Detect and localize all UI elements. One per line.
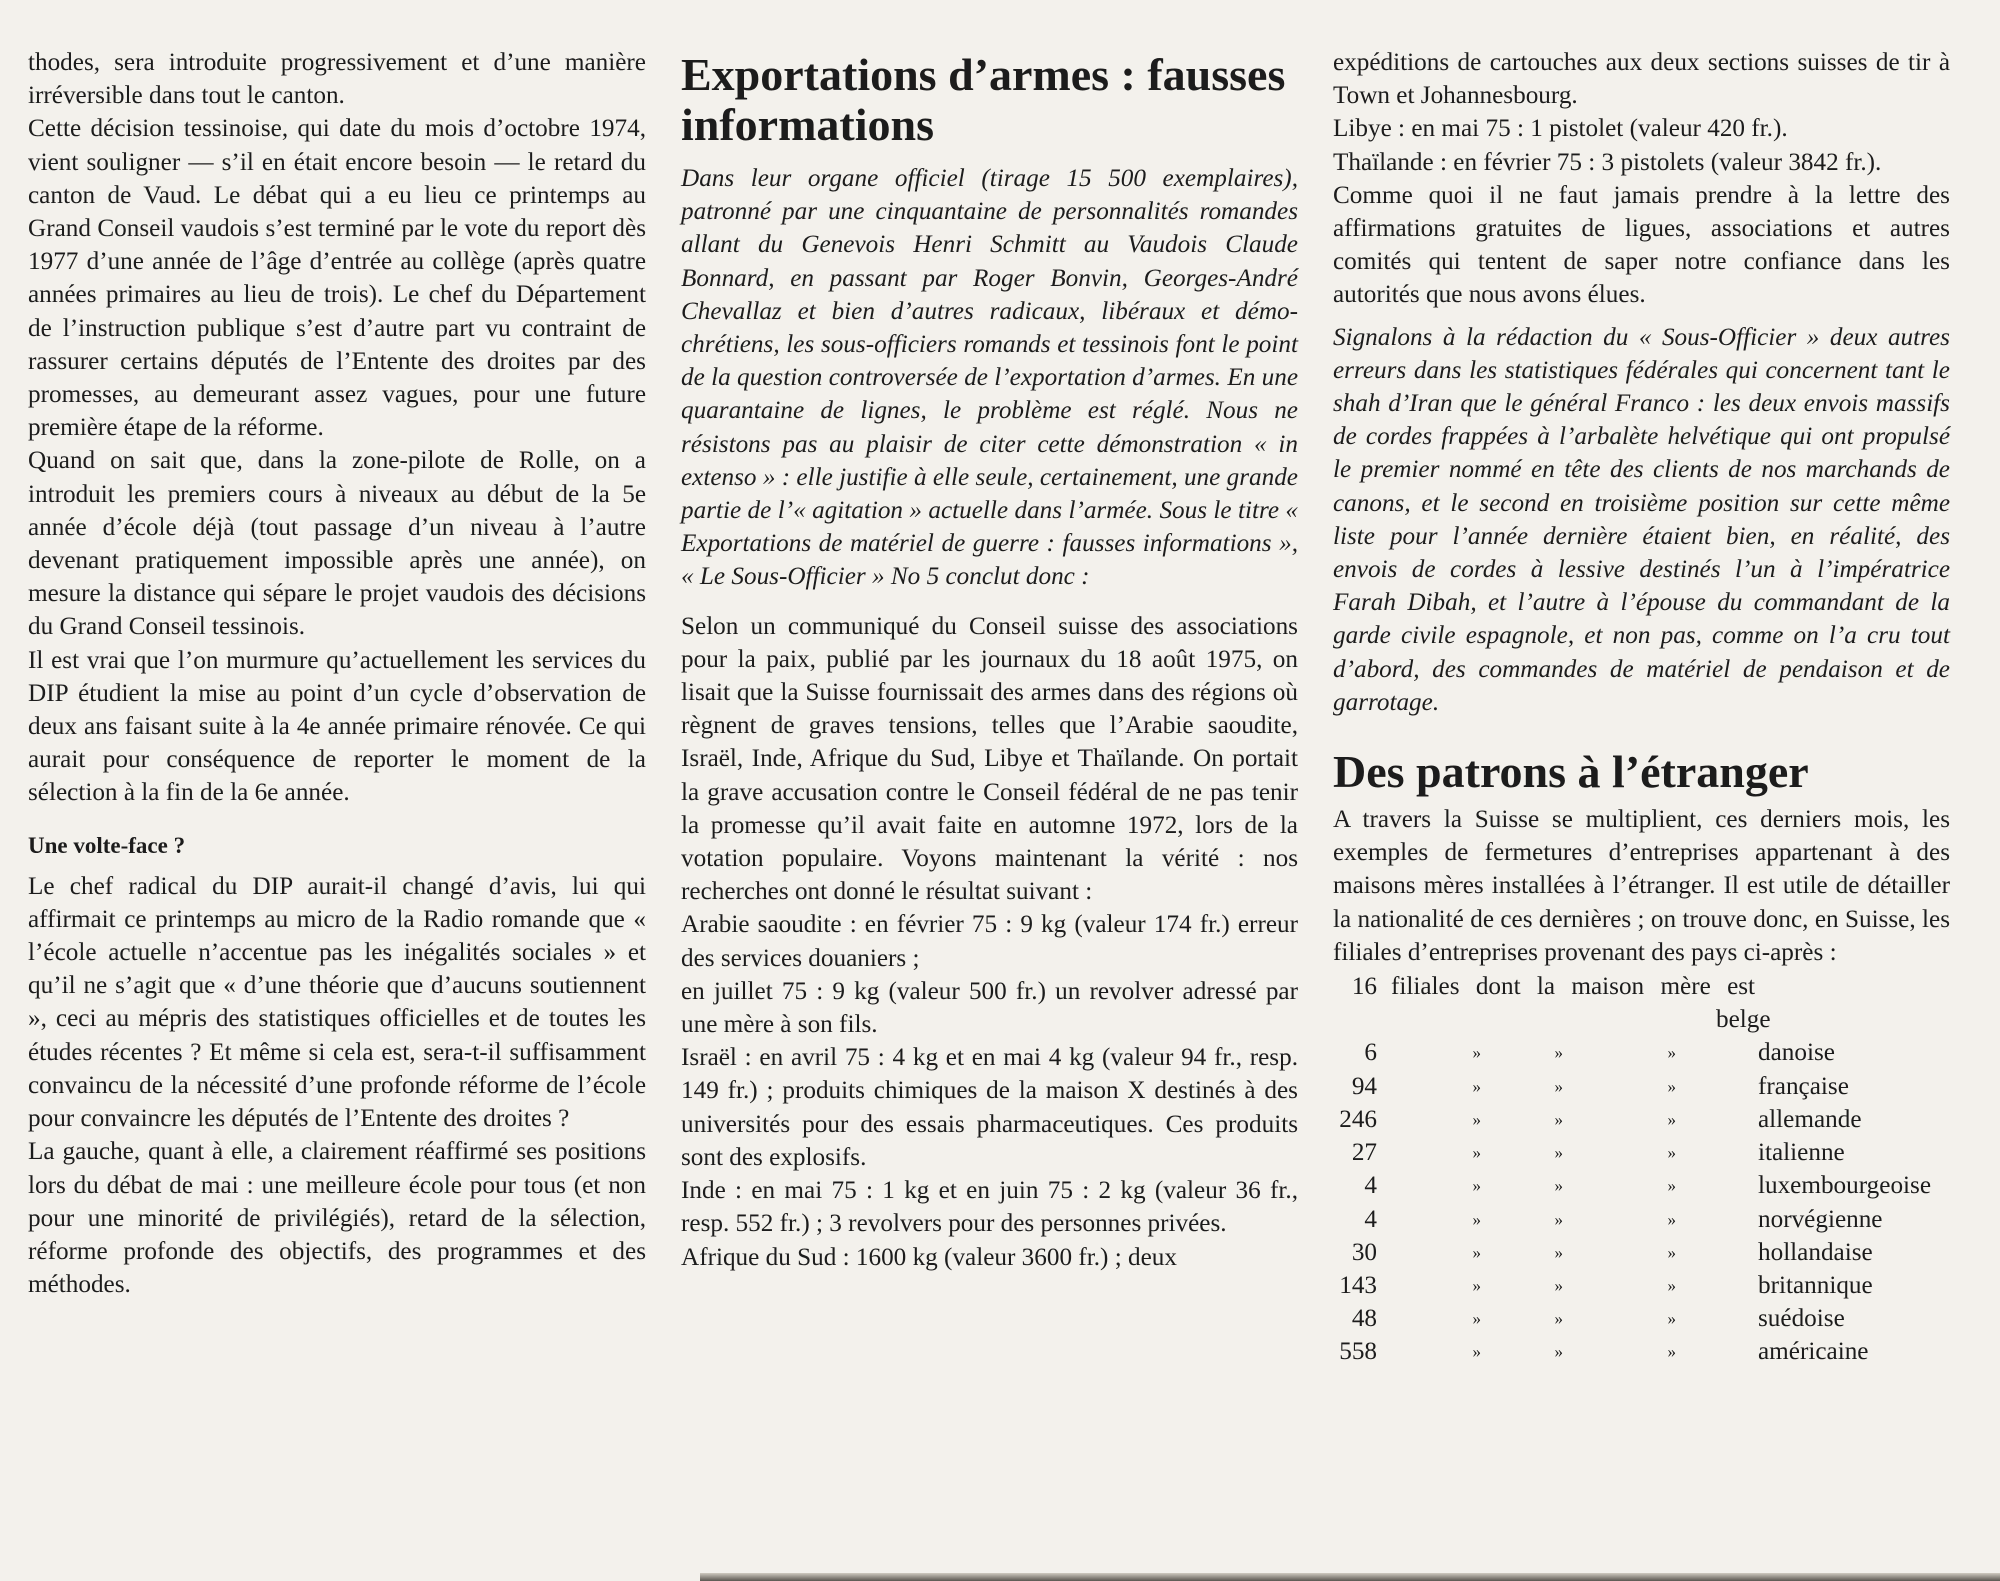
ditto-mark: » <box>1667 1342 1676 1362</box>
ditto-mark: » <box>1472 1275 1481 1295</box>
table-header-row <box>1333 970 1950 1003</box>
ditto-mark: » <box>1667 1309 1676 1329</box>
paragraph: Cette décision tessinoise, qui date du mois d’octobre 1974, vient souligner — s’il en était encore besoin — le retard du canton de Vaud. Le débat qui a eu lieu ce printemps au Grand Conseil vaudois s’est terminé par le vote du report dès 1977 d’une année de l’âge d’entrée au collège (après quatre années primaires au lieu de trois). Le chef du Département de l’instruction publique s’est d’autre part vu contraint de rassurer certains députés de l’Entente des droites par des promesses, au demeurant assez vagues, pour une future première étape de la réforme. <box>28 115 646 442</box>
count: 48 <box>1351 1305 1377 1333</box>
ditto-mark: » <box>1472 1209 1481 1229</box>
subheading-volte-face: Une volte-face ? <box>28 832 186 858</box>
table-header-text: filiales dont la maison mère est <box>1391 973 1756 1001</box>
italic-note: Signalons à la rédaction du « Sous-Officier » deux autres erreurs dans les statistiques fédérales qui concernent tant le shah d’Iran que le général Franco : les deux envois massifs de cordes frappées à l’arbalète helvétique qui ont propulsé le premier nommé en tête des clients de nos marchands de canons, et le second en troisième position sur cette même liste pour l’année dernière étaient bien, en réalité, des envois de cordes à lessive destinés l’un à l’impératrice Farah Dibah, et l’autre à l’épouse du commandant de la garde civile espagnole, et non pas, comme on l’a cru tout d’abord, des commandes de matériel de pendaison et de garrotage. <box>1333 323 1950 716</box>
nationality: française <box>1758 1072 1849 1100</box>
ditto-mark: » <box>1554 1209 1563 1229</box>
paragraph: Arabie saoudite : en février 75 : 9 kg (valeur 174 fr.) erreur des services douaniers ; <box>681 911 1298 972</box>
ditto-mark: » <box>1667 1109 1676 1129</box>
table-row <box>1333 1103 1950 1136</box>
paragraph: La gauche, quant à elle, a clairement réaffirmé ses positions lors du débat de mai : une meilleure école pour tous (et non pour une minorité de privilégiés), retard de la sélection, réforme profonde des objectifs, des programmes et des méthodes. <box>28 1138 646 1299</box>
paragraph: Selon un communiqué du Conseil suisse des associations pour la paix, publié par les journaux du 18 août 1975, on lisait que la Suisse fournissait des armes dans des régions où règnent de graves tensions, telles que l’Arabie saoudite, Israël, Inde, Afrique du Sud, Libye et Thaïlande. On portait la grave accusation contre le Conseil fédéral de ne pas tenir la promesse qu’il avait faite en automne 1972, lors de la votation populaire. Voyons maintenant la vérité : nos recherches ont donné le résultat suivant : <box>681 612 1298 906</box>
table-row <box>1333 1302 1950 1335</box>
ditto-mark: » <box>1472 1342 1481 1362</box>
nationality: italienne <box>1758 1139 1845 1167</box>
ditto-mark: » <box>1554 1143 1563 1163</box>
ditto-mark: » <box>1554 1109 1563 1129</box>
nationality: luxembourgeoise <box>1758 1172 1932 1200</box>
ditto-mark: » <box>1667 1275 1676 1295</box>
count: 558 <box>1339 1338 1377 1366</box>
paragraph: Quand on sait que, dans la zone-pilote de Rolle, on a introduit les premiers cours à niveaux au début de la 5e année d’école déjà (tout passage d’un niveau à l’autre devenant pratiquement impossible après une année), on mesure la distance qui sépare le projet vaudois des décisions du Grand Conseil tessinois. <box>28 447 646 641</box>
table-row <box>1333 1335 1950 1368</box>
subsidiaries-table <box>1333 970 1950 1368</box>
paragraph: Le chef radical du DIP aurait-il changé d’avis, lui qui affirmait ce printemps au micro de la Radio romande que « l’école actuelle n’accentue pas les inégalités sociales » et qu’il ne s’agit que « d’une théorie que d’aucuns soutiennent », ceci au mépris des statistiques officielles et de toutes les études récentes ? Et même si cela est, sera-t-il suffisamment convaincu de la nécessité d’une profonde réforme de l’école pour convaincre les députés de l’Entente des droites ? <box>28 872 646 1133</box>
paragraph: Libye : en mai 75 : 1 pistolet (valeur 420 fr.). <box>1333 115 1788 143</box>
ditto-mark: » <box>1554 1176 1563 1196</box>
table-row <box>1333 1269 1950 1302</box>
table-row <box>1333 1169 1950 1202</box>
count: 27 <box>1351 1139 1377 1167</box>
nationality: hollandaise <box>1758 1238 1873 1266</box>
paragraph: Comme quoi il ne faut jamais prendre à la lettre des affirmations gratuites de ligues, associations et autres comités qui tentent de saper notre confiance dans les autorités que nous avons élues. <box>1333 181 1950 309</box>
count: 30 <box>1351 1238 1377 1266</box>
count: 16 <box>1351 973 1377 1001</box>
ditto-mark: » <box>1472 1143 1481 1163</box>
paragraph: expéditions de cartouches aux deux sections suisses de tir à Town et Johannesbourg. <box>1333 49 1950 110</box>
headline-patrons-etranger: Des patrons à l’étranger <box>1333 746 1809 798</box>
count: 4 <box>1364 1172 1377 1200</box>
ditto-mark: » <box>1554 1242 1563 1262</box>
ditto-mark: » <box>1472 1309 1481 1329</box>
table-row <box>1333 1203 1950 1236</box>
table-row <box>1333 1136 1950 1169</box>
paragraph: A travers la Suisse se multiplient, ces derniers mois, les exemples de fermetures d’entreprises appartenant à des maisons mères installées à l’étranger. Il est utile de détailler la nationalité de ces dernières ; on trouve donc, en Suisse, les filiales d’entreprises provenant des pays ci-après : <box>1333 806 1950 966</box>
column-2 <box>681 46 1298 1274</box>
paragraph: thodes, sera introduite progressivement et d’une manière irréversible dans tout le canton. <box>28 49 646 110</box>
count: 94 <box>1351 1072 1377 1100</box>
ditto-mark: » <box>1667 1043 1676 1063</box>
paragraph: Inde : en mai 75 : 1 kg et en juin 75 : 2 kg (valeur 36 fr., resp. 552 fr.) ; 3 revolvers pour des personnes privées. <box>681 1177 1298 1238</box>
ditto-mark: » <box>1554 1309 1563 1329</box>
ditto-mark: » <box>1472 1043 1481 1063</box>
ditto-mark: » <box>1667 1242 1676 1262</box>
ditto-mark: » <box>1472 1176 1481 1196</box>
paragraph: en juillet 75 : 9 kg (valeur 500 fr.) un revolver adressé par une mère à son fils. <box>681 977 1298 1039</box>
first-nationality: belge <box>1716 1006 1771 1034</box>
ditto-mark: » <box>1554 1043 1563 1063</box>
nationality: danoise <box>1758 1039 1835 1067</box>
ditto-mark: » <box>1472 1242 1481 1262</box>
headline-exportations-armes: Exportations d’armes : fausses informations <box>681 49 1286 150</box>
editorial-note <box>1333 321 1950 719</box>
paragraph: Israël : en avril 75 : 4 kg et en mai 4 kg (valeur 94 fr., resp. 149 fr.) ; produits chimiques de la maison X destinés à des universités pour des essais pharmaceutiques. Ces produits sont des explosifs. <box>681 1044 1298 1171</box>
table-row <box>1333 1070 1950 1103</box>
table-rows <box>1333 1036 1950 1368</box>
table-row <box>1333 1036 1950 1069</box>
nationality: suédoise <box>1758 1305 1845 1333</box>
nationality: allemande <box>1758 1105 1862 1133</box>
table-row <box>1333 1236 1950 1269</box>
ditto-mark: » <box>1667 1176 1676 1196</box>
intro-paragraph: Dans leur organe officiel (tirage 15 500 exemplaires), patronné par une cinquantaine de personnalités romandes allant du Genevois Henri Schmitt au Vaudois Claude Bonnard, en passant par Roger Bonvin, Georges-André Chevallaz et bien d’autres radicaux, libéraux et démo-chrétiens, les sous-officiers romands et tessinois font le point de la question controversée de l’exportation d’armes. En une quarantaine de lignes, le problème est réglé. Nous ne résistons pas au plaisir de citer cette démonstration « in extenso » : elle justifie à elle seule, certainement, une grande partie de l’« agitation » actuelle dans l’armée. Sous le titre « Exportations de matériel de guerre : fausses informations », « Le Sous-Officier » No 5 conclut donc : <box>681 165 1298 591</box>
count: 4 <box>1364 1205 1377 1233</box>
column-1 <box>28 46 646 1301</box>
ditto-mark: » <box>1554 1275 1563 1295</box>
nationality: britannique <box>1758 1271 1873 1299</box>
nationality: américaine <box>1758 1338 1869 1366</box>
ditto-mark: » <box>1554 1076 1563 1096</box>
article-intro <box>681 162 1298 594</box>
paragraph: Il est vrai que l’on murmure qu’actuellement les services du DIP étudient la mise au point d’un cycle d’observation de deux ans faisant suite à la 4e année primaire rénovée. Ce qui aurait pour conséquence de reporter le moment de la sélection à la fin de la 6e année. <box>28 646 646 807</box>
paragraph: Thaïlande : en février 75 : 3 pistolets (valeur 3842 fr.). <box>1333 148 1882 176</box>
nationality: norvégienne <box>1758 1205 1883 1233</box>
ditto-mark: » <box>1667 1076 1676 1096</box>
ditto-mark: » <box>1554 1342 1563 1362</box>
scan-edge <box>700 1573 2000 1581</box>
count: 6 <box>1364 1039 1377 1067</box>
count: 143 <box>1339 1271 1377 1299</box>
count: 246 <box>1339 1105 1377 1133</box>
ditto-mark: » <box>1667 1143 1676 1163</box>
ditto-mark: » <box>1667 1209 1676 1229</box>
column-3 <box>1333 46 1950 1369</box>
ditto-mark: » <box>1472 1076 1481 1096</box>
paragraph: Afrique du Sud : 1600 kg (valeur 3600 fr.) ; deux <box>681 1243 1177 1271</box>
ditto-mark: » <box>1472 1109 1481 1129</box>
